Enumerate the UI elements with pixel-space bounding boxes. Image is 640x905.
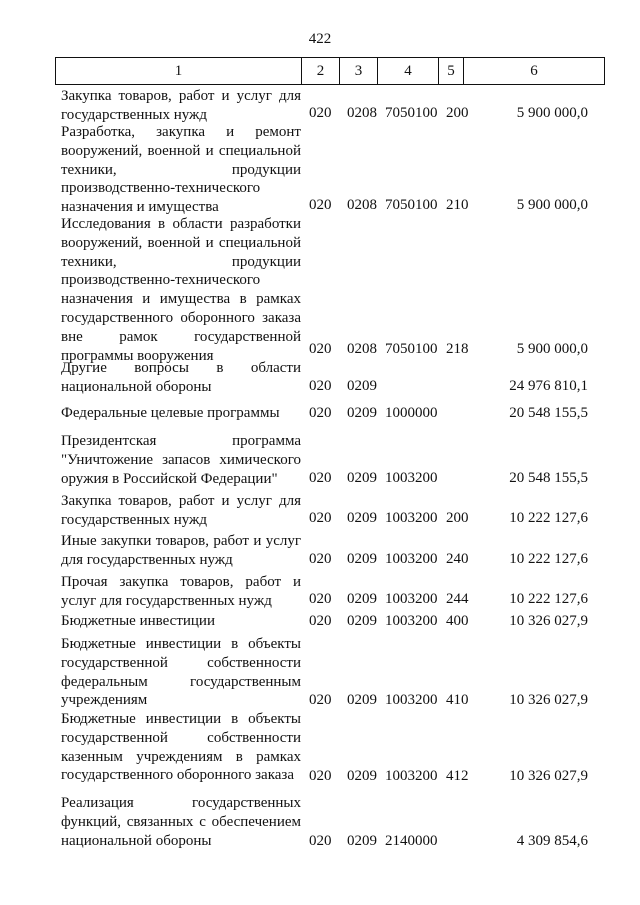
row-section-code: 0209 (347, 551, 377, 568)
table-row (0, 488, 640, 528)
table-row (0, 215, 640, 364)
row-section-code: 0209 (347, 510, 377, 527)
row-target-article: 7050100 (385, 197, 438, 214)
row-target-article: 1003200 (385, 551, 438, 568)
row-target-article: 1003200 (385, 613, 438, 630)
row-name: Бюджетные инвестиции в объекты государственной собственности казенным учреждениям в рамках государственного оборонного заказа (61, 711, 301, 784)
row-ministry-code: 020 (309, 613, 332, 630)
row-expense-type: 200 (446, 105, 469, 122)
row-amount: 5 900 000,0 (516, 105, 588, 122)
row-name: Бюджетные инвестиции в объекты государственной собственности федеральным государственным учреждениям (61, 636, 301, 709)
row-section-code: 0209 (347, 591, 377, 608)
row-section-code: 0209 (347, 405, 377, 422)
row-ministry-code: 020 (309, 768, 332, 785)
row-target-article: 7050100 (385, 105, 438, 122)
row-amount: 10 222 127,6 (509, 510, 588, 527)
table-row (0, 528, 640, 569)
row-ministry-code: 020 (309, 378, 332, 395)
row-ministry-code: 020 (309, 833, 332, 850)
row-expense-type: 244 (446, 591, 469, 608)
row-name: Реализация государственных функций, связанных с обеспечением национальной обороны (61, 795, 301, 849)
row-name: Закупка товаров, работ и услуг для государственных нужд (61, 88, 301, 123)
row-name: Закупка товаров, работ и услуг для государственных нужд (61, 493, 301, 528)
row-amount: 5 900 000,0 (516, 197, 588, 214)
row-target-article: 1003200 (385, 591, 438, 608)
row-amount: 20 548 155,5 (509, 405, 588, 422)
row-name: Исследования в области разработки вооружений, военной и специальной техники, продукции производственно-технического назначения и имущества в рамках государственного оборонного заказа вне рамок государственной программы вооружения (61, 216, 301, 364)
table-row (0, 359, 640, 396)
row-ministry-code: 020 (309, 510, 332, 527)
row-section-code: 0209 (347, 378, 377, 395)
row-target-article: 7050100 (385, 341, 438, 358)
row-name: Прочая закупка товаров, работ и услуг для государственных нужд (61, 574, 301, 609)
table-row (0, 786, 640, 851)
table-row (0, 87, 640, 123)
header-col-4: 4 (378, 58, 439, 85)
row-ministry-code: 020 (309, 470, 332, 487)
row-expense-type: 400 (446, 613, 469, 630)
row-target-article: 1003200 (385, 692, 438, 709)
row-section-code: 0209 (347, 833, 377, 850)
row-ministry-code: 020 (309, 341, 332, 358)
table-row (0, 631, 640, 710)
header-col-6: 6 (464, 58, 605, 85)
table-row (0, 123, 640, 215)
row-section-code: 0209 (347, 692, 377, 709)
header-col-1: 1 (56, 58, 302, 85)
row-name: Иные закупки товаров, работ и услуг для государственных нужд (61, 533, 301, 568)
row-expense-type: 412 (446, 768, 469, 785)
budget-table-body (0, 87, 640, 851)
row-amount: 24 976 810,1 (509, 378, 588, 395)
table-row (0, 569, 640, 609)
table-row (0, 710, 640, 786)
row-section-code: 0209 (347, 768, 377, 785)
row-amount: 20 548 155,5 (509, 470, 588, 487)
row-target-article: 1003200 (385, 510, 438, 527)
row-target-article: 1003200 (385, 470, 438, 487)
header-col-5: 5 (439, 58, 464, 85)
table-row (0, 609, 640, 631)
row-ministry-code: 020 (309, 692, 332, 709)
row-expense-type: 218 (446, 341, 469, 358)
table-row (0, 423, 640, 488)
row-expense-type: 210 (446, 197, 469, 214)
row-amount: 10 326 027,9 (509, 768, 588, 785)
row-amount: 10 326 027,9 (509, 613, 588, 630)
row-name: Другие вопросы в области национальной обороны (61, 360, 301, 395)
row-ministry-code: 020 (309, 551, 332, 568)
row-ministry-code: 020 (309, 405, 332, 422)
row-expense-type: 410 (446, 692, 469, 709)
row-amount: 10 222 127,6 (509, 551, 588, 568)
row-amount: 10 222 127,6 (509, 591, 588, 608)
row-name: Президентская программа "Уничтожение запасов химического оружия в Российской Федерации" (61, 433, 301, 487)
row-name: Бюджетные инвестиции (61, 613, 215, 629)
row-amount: 4 309 854,6 (516, 833, 588, 850)
table-header (55, 57, 605, 85)
row-section-code: 0208 (347, 197, 377, 214)
header-col-2: 2 (302, 58, 340, 85)
table-row (0, 396, 640, 423)
page-number: 422 (308, 31, 332, 47)
row-section-code: 0209 (347, 470, 377, 487)
row-ministry-code: 020 (309, 197, 332, 214)
row-expense-type: 200 (446, 510, 469, 527)
row-section-code: 0209 (347, 613, 377, 630)
row-name: Разработка, закупка и ремонт вооружений, военной и специальной техники, продукции производственно-технического назначения и имущества (61, 124, 301, 216)
row-section-code: 0208 (347, 105, 377, 122)
row-amount: 10 326 027,9 (509, 692, 588, 709)
row-target-article: 2140000 (385, 833, 438, 850)
row-ministry-code: 020 (309, 105, 332, 122)
row-expense-type: 240 (446, 551, 469, 568)
row-ministry-code: 020 (309, 591, 332, 608)
row-target-article: 1003200 (385, 768, 438, 785)
row-target-article: 1000000 (385, 405, 438, 422)
row-name: Федеральные целевые программы (61, 405, 280, 421)
header-col-3: 3 (340, 58, 378, 85)
row-amount: 5 900 000,0 (516, 341, 588, 358)
row-section-code: 0208 (347, 341, 377, 358)
